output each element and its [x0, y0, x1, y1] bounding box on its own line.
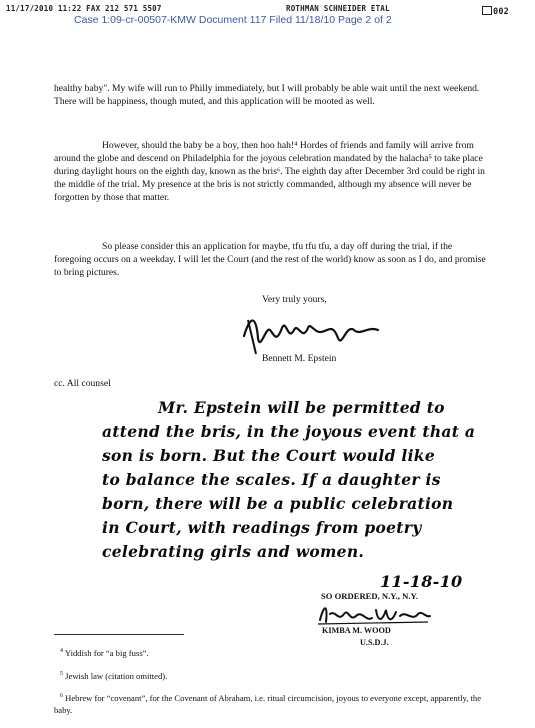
handwritten-date: 11-18-10 [380, 572, 463, 591]
body-paragraph-2: However, should the baby be a boy, then hoo hah!⁴ Hordes of friends and family will arrive from around the globe and descend on Philadelphia for the joyous celebration mandated by the halacha⁵ to take place during daylight hours on the eighth day, known as the bris⁶. The eighth day after December 3rd could be right in the middle of the trial. My presence at the bris is not strictly commanded, although my absence will never be forgotten by those that matter. [54, 140, 485, 203]
judge-title: U.S.D.J. [360, 638, 389, 647]
judge-name: KIMBA M. WOOD [322, 626, 391, 635]
fax-page-number [482, 6, 509, 17]
signer-name: Bennett M. Epstein [262, 353, 337, 364]
attorney-signature [236, 308, 386, 358]
handwritten-line-5: born, there will be a public celebration [102, 494, 454, 513]
footnote-5: $^5$ Jewish law (citation omitted). [60, 670, 168, 681]
fax-page-icon [482, 6, 492, 15]
fax-page-label: 002 [493, 7, 509, 17]
cc-line: cc. All counsel [54, 378, 111, 389]
footnote-4: $^4$ Yiddish for “a big fuss”. [60, 647, 149, 658]
footnote-4-text: Yiddish for “a big fuss”. [64, 647, 149, 658]
case-stamp: Case 1:09-cr-00507-KMW Document 117 Filed 11/18/10 Page 2 of 2 [74, 14, 392, 26]
footnote-divider [54, 634, 184, 635]
handwritten-line-6: in Court, with readings from poetry [102, 518, 422, 537]
footnote-5-text: Jewish law (citation omitted). [65, 670, 168, 681]
handwritten-line-7: celebrating girls and women. [102, 542, 365, 561]
fax-firm-name: ROTHMAN SCHNEIDER ETAL [286, 4, 390, 13]
footnote-6: $^6$ Hebrew for “covenant”, for the Covenant of Abraham, i.e. ritual circumcision, joyous to everyone except, apparently, the baby. [54, 692, 482, 715]
handwritten-line-3: son is born. But the Court would like [102, 446, 435, 465]
handwritten-line-4: to balance the scales. If a daughter is [102, 470, 441, 489]
handwritten-line-2: attend the bris, in the joyous event that a [102, 422, 476, 441]
so-ordered-label: SO ORDERED, N.Y., N.Y. [321, 591, 419, 601]
handwritten-note [102, 396, 522, 564]
fax-header-line: 11/17/2010 11:22 FAX 212 571 5507 [6, 4, 162, 13]
body-paragraph-3: So please consider this an application for maybe, tfu tfu tfu, a day off during the trial, if the foregoing occurs on a weekday. I will let the Court (and the rest of the world) know as soon as I do, and promise to bring pictures. [54, 241, 486, 278]
valediction: Very truly yours, [262, 294, 327, 305]
footnote-6-text: Hebrew for “covenant”, for the Covenant of Abraham, i.e. ritual circumcision, joyous to everyone except, apparently, the baby. [54, 692, 482, 715]
body-paragraph-1: healthy baby". My wife will run to Philly immediately, but I will probably be able wait until the next weekend. There will be happiness, though muted, and this application will be mooted as well. [54, 83, 480, 107]
handwritten-line-1: Mr. Epstein will be permitted to [158, 398, 445, 417]
